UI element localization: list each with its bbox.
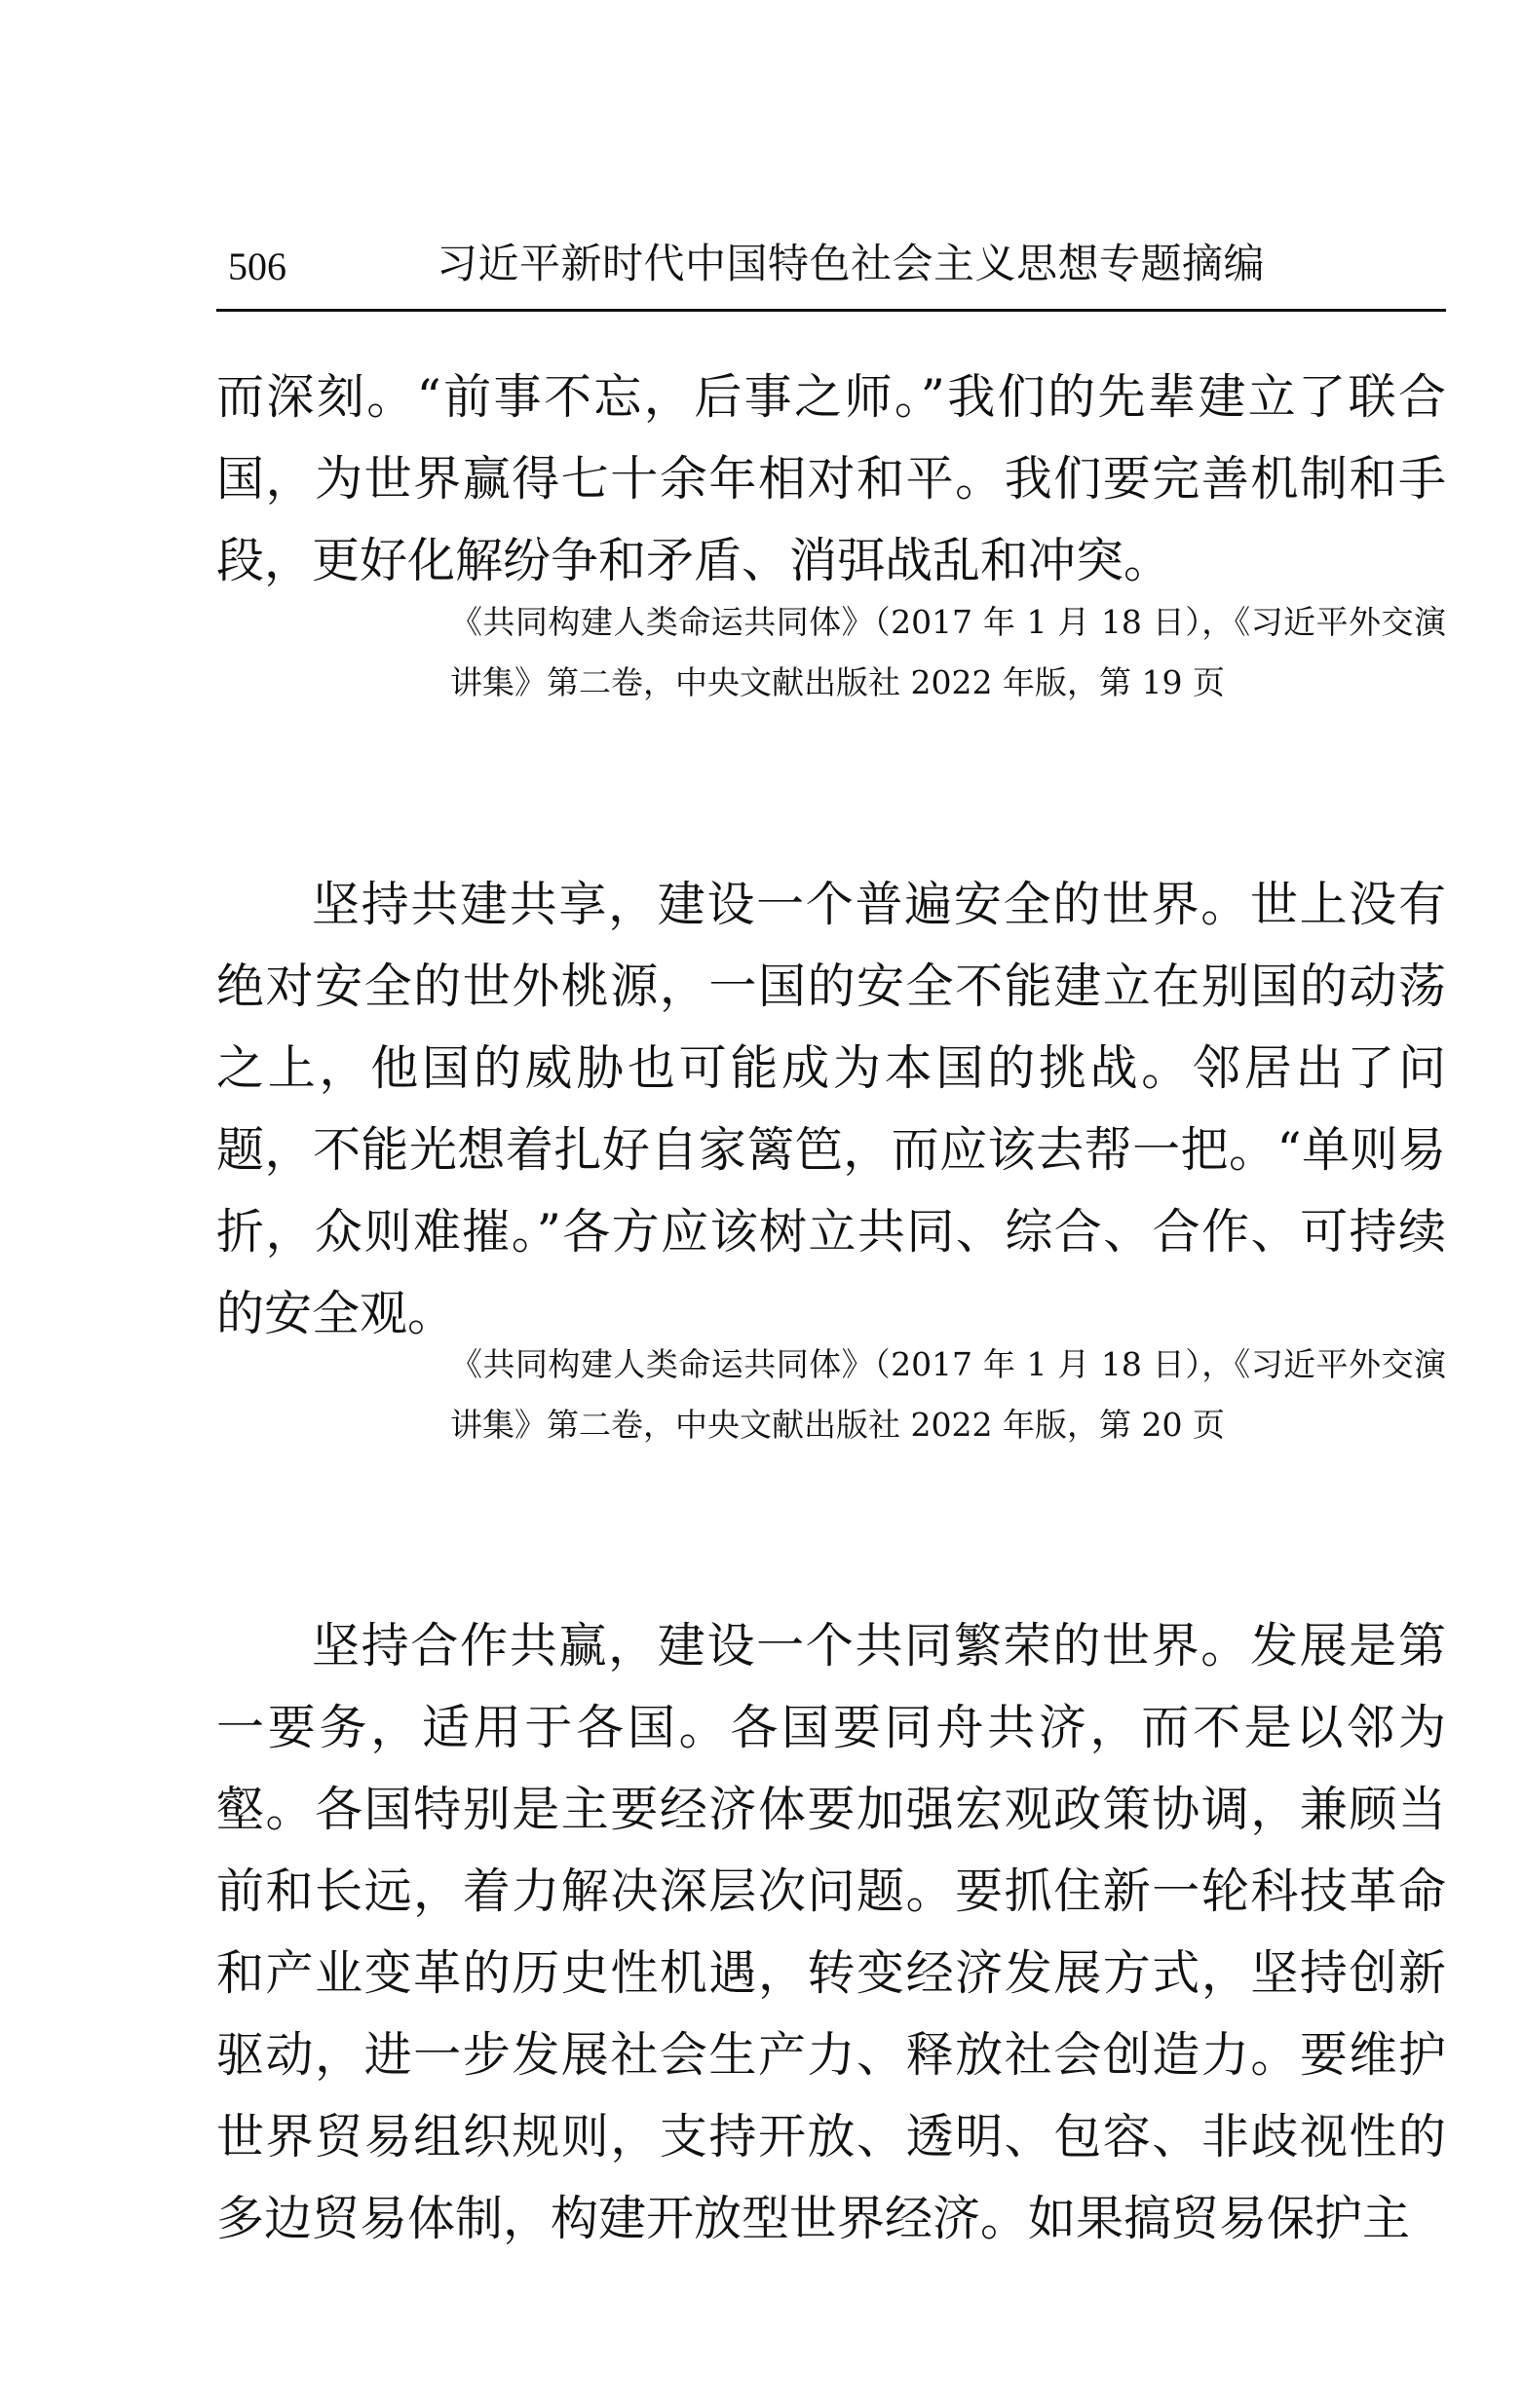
body-paragraph-1: 而深刻。“前事不忘，后事之师。”我们的先辈建立了联合国，为世界赢得七十余年相对和平。我们要完善机制和手段，更好化解纷争和矛盾、消弭战乱和冲突。: [216, 369, 1446, 588]
page-header: [216, 236, 1446, 306]
page-number: 506: [228, 245, 286, 288]
header-divider: [216, 309, 1446, 312]
running-title: 习近平新时代中国特色社会主义思想专题摘编: [437, 240, 1266, 287]
citation-1: 《共同构建人类命运共同体》（2017 年 1 月 18 日），《习近平外交演讲集》第二卷，中央文献出版社 2022 年版，第 19 页: [450, 603, 1446, 701]
citation-2: 《共同构建人类命运共同体》（2017 年 1 月 18 日），《习近平外交演讲集》第二卷，中央文献出版社 2022 年版，第 20 页: [450, 1345, 1446, 1444]
body-paragraph-3: 坚持合作共赢，建设一个共同繁荣的世界。发展是第一要务，适用于各国。各国要同舟共济，而不是以邻为壑。各国特别是主要经济体要加强宏观政策协调，兼顾当前和长远，着力解决深层次问题。要抓住新一轮科技革命和产业变革的历史性机遇，转变经济发展方式，坚持创新驱动，进一步发展社会生产力、释放社会创造力。要维护世界贸易组织规则，支持开放、透明、包容、非歧视性的多边贸易体制，构建开放型世界经济。如果搞贸易保护主: [216, 1618, 1446, 2246]
body-paragraph-2: 坚持共建共享，建设一个普遍安全的世界。世上没有绝对安全的世外桃源，一国的安全不能建立在别国的动荡之上，他国的威胁也可能成为本国的挑战。邻居出了问题，不能光想着扎好自家篱笆，而应该去帮一把。“单则易折，众则难摧。”各方应该树立共同、综合、合作、可持续的安全观。: [216, 877, 1446, 1341]
